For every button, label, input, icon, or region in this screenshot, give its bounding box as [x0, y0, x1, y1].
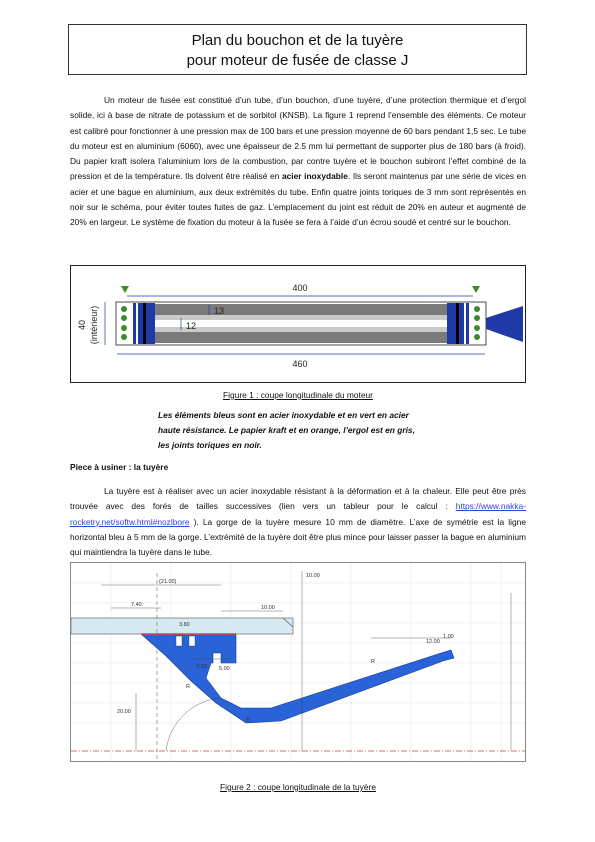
dim-top-label: 400 [292, 283, 308, 293]
figure-1-caption: Figure 1 : coupe longitudinale du moteur [223, 390, 373, 400]
dim-13-label: 13 [214, 306, 225, 316]
right-nozzle-plate-1 [447, 303, 456, 344]
left-cap-plate-2 [138, 303, 143, 344]
screw-right-4 [474, 334, 480, 340]
cad-grid [71, 563, 526, 762]
nozzle-flange [151, 634, 173, 643]
figure-2-caption: Figure 2 : coupe longitudinale de la tuyère [220, 782, 376, 792]
right-nozzle-plate-3 [466, 303, 469, 344]
right-oring [456, 303, 459, 344]
dim-label-10: R [186, 684, 190, 690]
section-heading: Piece à usiner : la tuyère [70, 462, 169, 472]
screw-right-3 [474, 325, 480, 331]
bore-1 [155, 320, 447, 327]
figure-2 [70, 562, 526, 762]
dim-label-7: 12.00 [426, 639, 440, 645]
dimension-lines [101, 571, 511, 751]
dim-label-6: 10.00 [306, 573, 320, 579]
nozzle-cad-drawing [71, 563, 526, 762]
intro-text-2: . Ils seront maintenus par une série de vices en acier et une bague en aluminium, aux deux extrémités du tube. Enfin quatre joints toriques de 3 mm sont représentés en noir sur le schéma, pour éviter toutes fuites de gaz. L’emplacement du joint est réduit de 20% en auteur et augmenté de 20% en largeur. Le système de fixation du moteur à la fusée se fera à l’aide d’un écrou soudé et centré sur le bouchon. [70, 171, 526, 228]
figure-1 [70, 265, 526, 383]
dim-label-11: R [246, 717, 250, 723]
section-text-2: ). La gorge de la tuyère mesure 10 mm de diamètre. L’axe de symétrie est la ligne horizontal bleu à 5 mm de la gorge. L’extrémité de la tuyère doit être plus mince pour laisser passer la bague en aluminium qui maintiendra la tuyère dans le tube. [70, 516, 526, 558]
legend-note: Les éléments bleus sont en acier inoxydable et en vert en acier haute résistance. Le papier kraft et en orange, l’ergol est en gris, les joints toriques en noir. [158, 410, 415, 451]
dim-side-value: 40 [77, 319, 87, 331]
dim-label-3: 10.00 [261, 605, 275, 611]
nozzle-cone [486, 306, 523, 342]
left-cap-plate-1 [133, 303, 136, 344]
screw-right-2 [474, 315, 480, 321]
section-text-1: La tuyère est à réaliser avec un acier inoxydable résistant à la déformation et à la chaleur. Elle peut être près trouvée avec des forés de tailles successives (lien vers un tableur pour le calcul : [70, 486, 526, 512]
kraft-strip-1 [155, 315, 447, 320]
section-paragraph [70, 484, 526, 560]
left-oring [143, 303, 146, 344]
dim-bottom-label: 460 [292, 359, 308, 369]
dim-label-9: 20.00 [117, 709, 131, 715]
left-marker-triangle [121, 286, 129, 293]
title-box [68, 24, 527, 75]
screw-left-1 [121, 306, 127, 312]
intro-paragraph [70, 93, 526, 231]
intro-bold: acier inoxydable [281, 171, 348, 182]
kraft-strip-2 [155, 327, 447, 332]
screw-left-3 [121, 325, 127, 331]
left-cap-plate-3 [146, 303, 155, 344]
oring-groove-2 [189, 636, 195, 646]
dim-label-12: R [371, 659, 375, 665]
dim-label-1: 7.40 [131, 602, 142, 608]
intro-text-1: Un moteur de fusée est constitué d’un tube, d’un bouchon, d’une tuyère, d’une protection thermique et d’ergol solide, ici à base de nitrate de potassium et de sorbitol (KNSB). La figure 1 reprend l’ensemble des éléments. Ce moteur est calibré pour fonctionner à une pression max de 100 bars et une pression moyenne de 60 bars pendant 1,5 sec. Le tube du moteur est en aluminium (6060), avec une épaisseur de 2.5 mm lui permettant de supporter plus de 180 bars (à froid). Du papier kraft isolera l’aluminium lors de la combustion, par contre tuyère et le bouchon subiront l’effet combiné de la pression et de la température. Ils doivent être réalisé en [70, 95, 526, 182]
dim-label-4: 3.20 [196, 664, 207, 670]
right-nozzle-plate-2 [459, 303, 464, 344]
dim-label-5: 5.00 [219, 666, 230, 672]
ergol-top [155, 304, 447, 315]
nakka-link[interactable]: https://www.nakka-rocketry.net/softw.html#nozlbore [70, 501, 526, 527]
dim-label-2: 3.80 [179, 622, 190, 628]
nozzle-body [141, 634, 454, 723]
dim-side-note: (intérieur) [89, 305, 99, 345]
oring-groove-1 [176, 636, 182, 646]
title-line-1: Plan du bouchon et de la tuyère [191, 32, 404, 49]
dim-label-8: 1.00 [443, 634, 454, 640]
screw-left-4 [121, 334, 127, 340]
screw-right-1 [474, 306, 480, 312]
title-line-2: pour moteur de fusée de classe J [186, 52, 409, 69]
right-marker-triangle [472, 286, 480, 293]
ergol-bottom [155, 332, 447, 343]
engine-section-diagram [71, 266, 527, 384]
dim-label-0: (21.00) [159, 579, 177, 585]
dim-12-label: 12 [186, 321, 197, 331]
screw-left-2 [121, 315, 127, 321]
